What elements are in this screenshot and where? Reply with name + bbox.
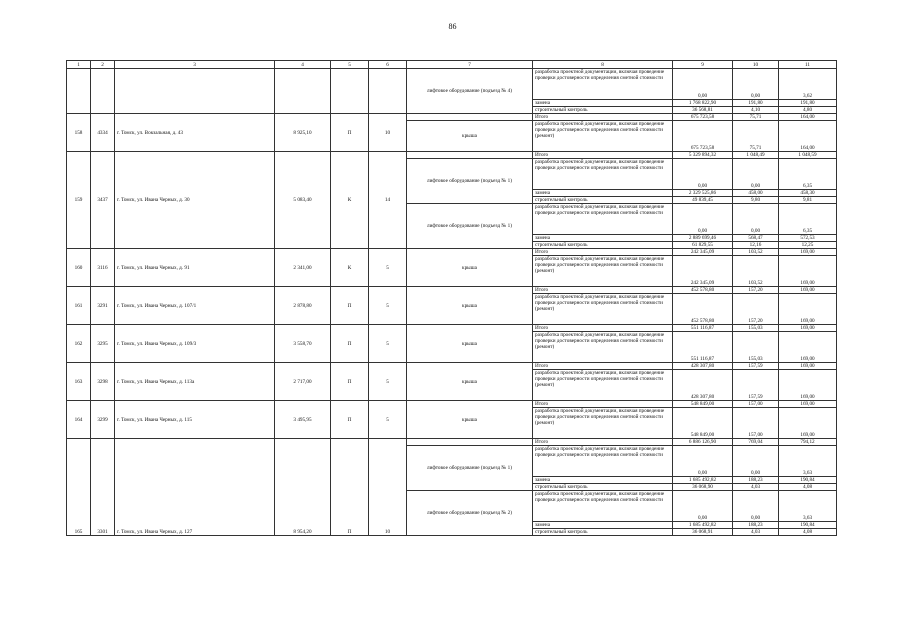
area: 5 083,40: [275, 152, 331, 249]
element-cell: лифтовое оборудование (подъезд № 2): [407, 491, 533, 536]
value-cell: 103,52: [733, 256, 779, 287]
limit-cell: 3,62: [779, 69, 837, 100]
element-cell: крыша: [407, 401, 533, 439]
limit-cell: 9,81: [779, 197, 837, 204]
limit-cell: 169,00: [779, 401, 837, 408]
cost-cell: 0,00: [673, 159, 733, 190]
element-cell: крыша: [407, 325, 533, 363]
address: г. Томск, ул. Ивана Черных, д. 109/3: [115, 325, 275, 363]
area: 2 341,00: [275, 249, 331, 287]
value-cell: 1 048,49: [733, 152, 779, 159]
work-cell: строительный контроль: [533, 107, 673, 114]
cost-cell: 1 768 822,90: [673, 100, 733, 107]
element-cell: [407, 152, 533, 159]
value-cell: 568,47: [733, 235, 779, 242]
floors: 5: [369, 325, 407, 363]
cost-cell: 6 886 126,90: [673, 439, 733, 446]
row-number: 162: [67, 325, 91, 363]
area: 3 495,95: [275, 401, 331, 439]
value-cell: 188,23: [733, 477, 779, 484]
row-number: 161: [67, 287, 91, 325]
table-row: [67, 69, 837, 100]
element-cell: крыша: [407, 249, 533, 287]
wall-material: К: [331, 249, 369, 287]
col-header: 4: [275, 61, 331, 69]
cost-cell: 2 329 525,86: [673, 190, 733, 197]
element-cell: [407, 114, 533, 121]
limit-cell: 190,84: [779, 477, 837, 484]
col-header: 7: [407, 61, 533, 69]
page-number: 86: [448, 22, 457, 31]
value-cell: 4,10: [733, 107, 779, 114]
col-header: 8: [533, 61, 673, 69]
work-cell: строительный контроль: [533, 242, 673, 249]
address: г. Томск, ул. Ивана Черных, д. 127: [115, 439, 275, 536]
value-cell: 769,04: [733, 439, 779, 446]
value-cell: 458,00: [733, 190, 779, 197]
work-cell: строительный контроль: [533, 484, 673, 491]
wall-material: П: [331, 325, 369, 363]
house-code: 4334: [91, 114, 115, 152]
repair-table: [66, 60, 837, 536]
address: г. Томск, ул. Ивана Черных, д. 91: [115, 249, 275, 287]
cost-cell: 49 839,45: [673, 197, 733, 204]
address: г. Томск, ул. Вокзальная, д. 43: [115, 114, 275, 152]
element-cell: лифтовое оборудование (подъезд № 1): [407, 159, 533, 204]
work-cell: разработка проектной документации, включая проведение проверки достоверности определения сметной стоимости: [533, 446, 673, 477]
col-header: 6: [369, 61, 407, 69]
house-code: 3116: [91, 249, 115, 287]
work-cell: разработка проектной документации, включая проведение проверки достоверности определения сметной стоимости (ремонт): [533, 294, 673, 325]
value-cell: 9,80: [733, 197, 779, 204]
value-cell: 0,00: [733, 69, 779, 100]
row-number: 165: [67, 439, 91, 536]
row-number: 164: [67, 401, 91, 439]
limit-cell: 169,00: [779, 287, 837, 294]
work-cell: замена: [533, 477, 673, 484]
cost-cell: 551 116,87: [673, 325, 733, 332]
value-cell: 157,20: [733, 287, 779, 294]
element-cell: крыша: [407, 363, 533, 401]
value-cell: 157,59: [733, 370, 779, 401]
work-cell: строительный контроль: [533, 197, 673, 204]
cost-cell: 1 685 492,82: [673, 477, 733, 484]
wall-material: П: [331, 114, 369, 152]
work-cell: разработка проектной документации, включая проведение проверки достоверности определения сметной стоимости (ремонт): [533, 332, 673, 363]
limit-cell: 4,80: [779, 107, 837, 114]
table-row: [67, 439, 837, 446]
cost-cell: 428 307,80: [673, 363, 733, 370]
work-cell: замена: [533, 190, 673, 197]
work-cell: разработка проектной документации, включая проведение проверки достоверности определения сметной стоимости (ремонт): [533, 370, 673, 401]
value-cell: 188,23: [733, 522, 779, 529]
floors: 5: [369, 249, 407, 287]
limit-cell: 169,00: [779, 294, 837, 325]
cost-cell: 36 068,90: [673, 484, 733, 491]
cost-cell: 1 685 492,82: [673, 522, 733, 529]
value-cell: 12,16: [733, 242, 779, 249]
cost-cell: 242 345,09: [673, 249, 733, 256]
value-cell: 157,00: [733, 408, 779, 439]
limit-cell: 6,35: [779, 204, 837, 235]
cost-cell: 548 849,00: [673, 408, 733, 439]
value-cell: 0,00: [733, 159, 779, 190]
cost-cell: 675 723,58: [673, 114, 733, 121]
table-row: [67, 287, 837, 294]
area: 2 878,80: [275, 287, 331, 325]
work-cell: разработка проектной документации, включая проведение проверки достоверности определения сметной стоимости: [533, 69, 673, 100]
col-header: 3: [115, 61, 275, 69]
limit-cell: 164,00: [779, 121, 837, 152]
limit-cell: 169,00: [779, 332, 837, 363]
col-header: 11: [779, 61, 837, 69]
value-cell: 0,00: [733, 446, 779, 477]
cost-cell: 0,00: [673, 491, 733, 522]
value-cell: 75,71: [733, 114, 779, 121]
limit-cell: 169,00: [779, 370, 837, 401]
limit-cell: 6,35: [779, 159, 837, 190]
value-cell: 157,20: [733, 294, 779, 325]
table-row: [67, 249, 837, 256]
element-cell: лифтовое оборудование (подъезд № 4): [407, 69, 533, 114]
work-cell: замена: [533, 522, 673, 529]
work-cell: Итого: [533, 325, 673, 332]
element-cell: крыша: [407, 121, 533, 152]
element-cell: [407, 439, 533, 446]
cost-cell: 0,00: [673, 446, 733, 477]
house-code: 3291: [91, 287, 115, 325]
row-number: 163: [67, 363, 91, 401]
limit-cell: 4,08: [779, 484, 837, 491]
cost-cell: 36 568,81: [673, 107, 733, 114]
cost-cell: 452 578,80: [673, 294, 733, 325]
wall-material: П: [331, 401, 369, 439]
area: 8 925,10: [275, 114, 331, 152]
house-code: 3295: [91, 325, 115, 363]
wall-material: П: [331, 439, 369, 536]
cost-cell: 242 345,09: [673, 256, 733, 287]
work-cell: разработка проектной документации, включая проведение проверки достоверности определения сметной стоимости (ремонт): [533, 408, 673, 439]
work-cell: Итого: [533, 249, 673, 256]
work-cell: разработка проектной документации, включая проведение проверки достоверности определения сметной стоимости (ремонт): [533, 256, 673, 287]
work-cell: Итого: [533, 114, 673, 121]
work-cell: Итого: [533, 401, 673, 408]
col-header: 2: [91, 61, 115, 69]
work-cell: Итого: [533, 439, 673, 446]
limit-cell: 191,80: [779, 100, 837, 107]
work-cell: разработка проектной документации, включая проведение проверки достоверности определения сметной стоимости (ремонт): [533, 121, 673, 152]
value-cell: 155,03: [733, 325, 779, 332]
floors: 10: [369, 439, 407, 536]
cost-cell: 61 829,55: [673, 242, 733, 249]
house-code: 3299: [91, 401, 115, 439]
work-cell: разработка проектной документации, включая проведение проверки достоверности определения сметной стоимости: [533, 159, 673, 190]
cost-cell: 675 723,58: [673, 121, 733, 152]
limit-cell: 169,00: [779, 256, 837, 287]
value-cell: 0,00: [733, 491, 779, 522]
table-row: [67, 114, 837, 121]
limit-cell: 458,30: [779, 190, 837, 197]
value-cell: 0,00: [733, 204, 779, 235]
address: г. Томск, ул. Ивана Черных, д. 30: [115, 152, 275, 249]
cost-cell: 428 307,80: [673, 370, 733, 401]
cost-cell: 551 116,87: [673, 332, 733, 363]
work-cell: разработка проектной документации, включая проведение проверки достоверности определения сметной стоимости: [533, 491, 673, 522]
floors: 14: [369, 152, 407, 249]
cost-cell: 548 849,00: [673, 401, 733, 408]
value-cell: 4,03: [733, 484, 779, 491]
limit-cell: 1 048,59: [779, 152, 837, 159]
address: г. Томск, ул. Ивана Черных, д. 107/1: [115, 287, 275, 325]
limit-cell: 169,00: [779, 408, 837, 439]
floors: 5: [369, 401, 407, 439]
floors: 5: [369, 287, 407, 325]
area: 8 954,20: [275, 439, 331, 536]
work-cell: строительный контроль: [533, 529, 673, 536]
row-number: 160: [67, 249, 91, 287]
col-header: 1: [67, 61, 91, 69]
col-header: 9: [673, 61, 733, 69]
limit-cell: 572,53: [779, 235, 837, 242]
cost-cell: 452 578,80: [673, 287, 733, 294]
limit-cell: 164,00: [779, 114, 837, 121]
value-cell: 155,03: [733, 332, 779, 363]
table-row: [67, 401, 837, 408]
work-cell: разработка проектной документации, включая проведение проверки достоверности определения сметной стоимости: [533, 204, 673, 235]
house-code: 3301: [91, 439, 115, 536]
value-cell: 103,52: [733, 249, 779, 256]
area: 2 717,00: [275, 363, 331, 401]
limit-cell: 3,63: [779, 446, 837, 477]
floors: 5: [369, 363, 407, 401]
work-cell: Итого: [533, 152, 673, 159]
limit-cell: 169,00: [779, 249, 837, 256]
work-cell: Итого: [533, 363, 673, 370]
limit-cell: 169,00: [779, 363, 837, 370]
cost-cell: 0,00: [673, 204, 733, 235]
row-number: 158: [67, 114, 91, 152]
limit-cell: 794,12: [779, 439, 837, 446]
value-cell: 191,80: [733, 100, 779, 107]
address: г. Томск, ул. Ивана Черных, д. 115: [115, 401, 275, 439]
limit-cell: 169,00: [779, 325, 837, 332]
house-code: 3437: [91, 152, 115, 249]
table-row: [67, 325, 837, 332]
col-header: 5: [331, 61, 369, 69]
cost-cell: 0,00: [673, 69, 733, 100]
element-cell: лифтовое оборудование (подъезд № 1): [407, 446, 533, 491]
col-header: 10: [733, 61, 779, 69]
header-row: [67, 61, 837, 69]
wall-material: П: [331, 363, 369, 401]
work-cell: замена: [533, 235, 673, 242]
table-row: [67, 363, 837, 370]
area: 3 558,70: [275, 325, 331, 363]
address: г. Томск, ул. Ивана Черных, д. 113а: [115, 363, 275, 401]
limit-cell: 3,63: [779, 491, 837, 522]
cost-cell: 36 068,91: [673, 529, 733, 536]
wall-material: П: [331, 287, 369, 325]
house-code: 3298: [91, 363, 115, 401]
value-cell: 75,71: [733, 121, 779, 152]
limit-cell: 4,08: [779, 529, 837, 536]
element-cell: крыша: [407, 287, 533, 325]
cost-cell: 2 889 699,46: [673, 235, 733, 242]
cost-cell: 5 329 894,32: [673, 152, 733, 159]
work-cell: замена: [533, 100, 673, 107]
work-cell: Итого: [533, 287, 673, 294]
row-number: 159: [67, 152, 91, 249]
value-cell: 157,00: [733, 401, 779, 408]
limit-cell: 12,25: [779, 242, 837, 249]
table-row: [67, 152, 837, 159]
value-cell: 157,59: [733, 363, 779, 370]
limit-cell: 190,84: [779, 522, 837, 529]
value-cell: 4,03: [733, 529, 779, 536]
element-cell: лифтовое оборудование (подъезд № 1): [407, 204, 533, 249]
wall-material: К: [331, 152, 369, 249]
floors: 10: [369, 114, 407, 152]
